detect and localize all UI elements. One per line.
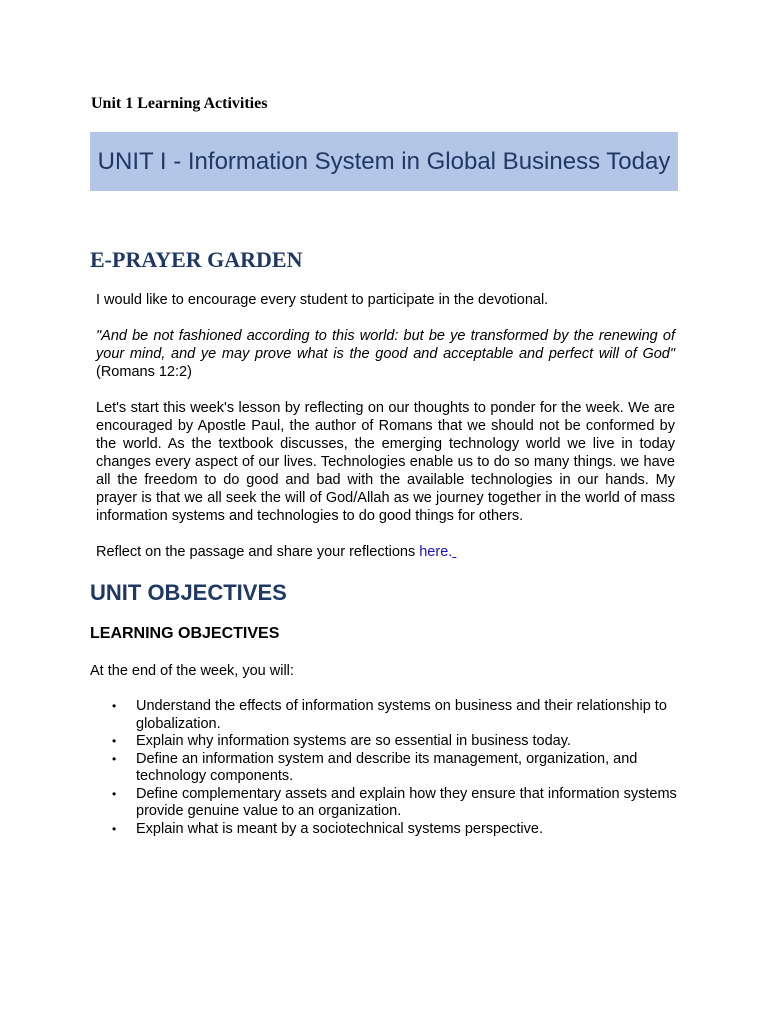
reflections-link-trail[interactable]	[452, 544, 456, 560]
bullet-icon: •	[112, 786, 117, 801]
learning-objectives-heading: LEARNING OBJECTIVES	[90, 625, 280, 642]
unit-label: Unit 1 Learning Activities	[91, 95, 268, 112]
objective-item	[90, 751, 680, 786]
reflections-link[interactable]: here.	[419, 544, 453, 560]
objectives-list	[90, 698, 680, 838]
objective-text: Understand the effects of information systems on business and their relationship to globalization.	[136, 698, 667, 732]
verse-quote: "And be not fashioned according to this world: but be ye transformed by the renewing of your mind, and ye may prove what is the good and acceptable and perfect will of God"	[96, 328, 675, 362]
bullet-icon: •	[112, 751, 117, 766]
objective-item	[90, 733, 680, 751]
objectives-intro-text: At the end of the week, you will:	[90, 663, 294, 679]
reflect-prompt-text: Reflect on the passage and share your reflections	[96, 544, 420, 560]
objective-item	[90, 786, 680, 821]
objective-text: Define an information system and describe its management, organization, and technology components.	[136, 750, 638, 784]
bullet-icon: •	[112, 821, 117, 836]
objective-item	[90, 698, 680, 733]
prayer-reflection-text: Let's start this week's lesson by reflecting on our thoughts to ponder for the week. We are encouraged by Apostle Paul, the author of Romans that we should not be conformed by the world. As the textbook discusses, the emerging technology world we live in today changes every aspect of our lives. Technologies enable us to do so many things. we have all the freedom to do good and bad with the available technologies in our hands. My prayer is that we all seek the will of God/Allah as we journey together in the world of mass information systems and technologies to do good things for others.	[96, 400, 675, 524]
unit-title: UNIT I - Information System in Global Business Today	[97, 148, 671, 175]
objective-text: Define complementary assets and explain how they ensure that information systems provide genuine value to an organization.	[136, 785, 677, 819]
objective-item	[90, 821, 680, 839]
bullet-icon: •	[112, 699, 117, 713]
unit-title-banner	[90, 132, 678, 191]
unit-objectives-heading: UNIT OBJECTIVES	[90, 580, 287, 605]
scripture-verse	[96, 327, 675, 381]
prayer-intro-text: I would like to encourage every student to participate in the devotional.	[96, 292, 549, 308]
prayer-garden-heading: E-PRAYER GARDEN	[90, 247, 303, 272]
verse-reference: (Romans 12:2)	[96, 364, 192, 380]
objective-text: Explain why information systems are so essential in business today.	[136, 733, 571, 749]
reflect-prompt	[96, 543, 675, 561]
bullet-icon: •	[112, 734, 117, 748]
objective-text: Explain what is meant by a sociotechnical systems perspective.	[136, 820, 543, 837]
